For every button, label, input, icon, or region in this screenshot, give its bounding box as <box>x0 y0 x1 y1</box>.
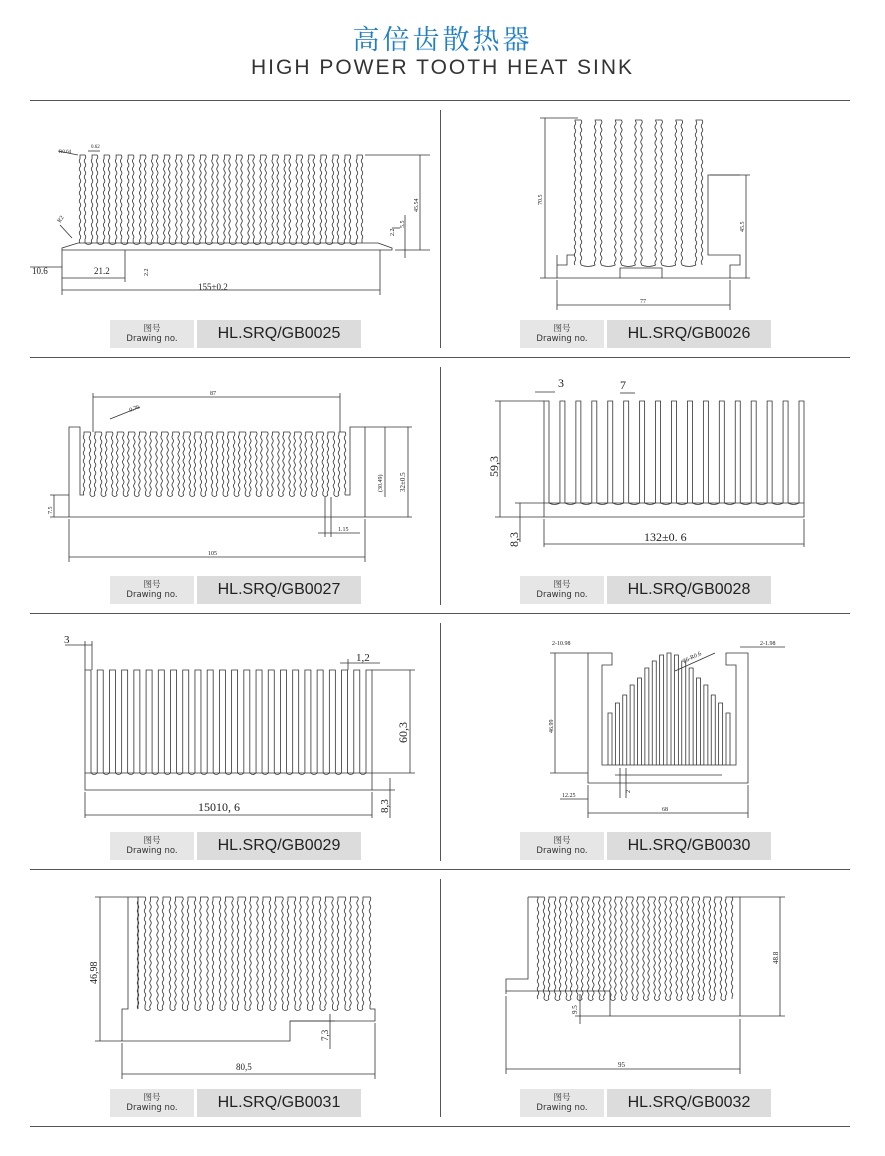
fin <box>219 670 225 773</box>
drawing-number-label <box>110 576 361 604</box>
fin-root <box>699 999 704 1001</box>
heatsink-drawing <box>440 357 885 613</box>
fin <box>152 155 159 243</box>
fin <box>574 120 582 265</box>
drawing-gb0030 <box>440 613 885 869</box>
fin <box>316 432 324 495</box>
drawing-number-label <box>110 832 361 860</box>
drawing-code: HL.SRQ/GB0029 <box>197 832 361 860</box>
fin <box>305 432 313 495</box>
fin-root <box>642 265 656 267</box>
dim-label: 70.5 <box>538 194 544 205</box>
fin <box>687 401 692 503</box>
fin-root <box>682 265 696 267</box>
fin-root <box>179 495 184 497</box>
fin <box>262 897 271 1009</box>
fin <box>280 670 286 773</box>
fin <box>560 401 565 503</box>
drawing-gb0032 <box>440 869 885 1126</box>
fin <box>559 897 567 999</box>
fin <box>122 670 128 773</box>
fin-root <box>278 495 283 497</box>
fin <box>300 897 309 1009</box>
fin <box>630 685 634 765</box>
fin <box>689 668 693 765</box>
fin-root <box>588 999 593 1001</box>
fin-root <box>320 1009 326 1011</box>
dim-label: 105 <box>208 551 217 557</box>
fin <box>260 155 267 243</box>
fin <box>703 897 711 999</box>
fin <box>195 670 201 773</box>
fin-root <box>256 495 261 497</box>
drawing-code: HL.SRQ/GB0032 <box>607 1089 771 1117</box>
fin-root <box>345 1009 351 1011</box>
fin <box>284 155 291 243</box>
dim-label: 0.76 <box>128 404 141 414</box>
dim-label: 60,3 <box>396 722 410 743</box>
dim-label: 7,3 <box>320 1029 330 1041</box>
drawing-number-label <box>110 320 361 348</box>
fin <box>308 155 315 243</box>
fin-root <box>168 495 173 497</box>
fin <box>162 897 171 1009</box>
fin <box>244 670 250 773</box>
dim-label: 7 <box>620 378 626 392</box>
fin <box>544 401 549 503</box>
fin <box>537 897 545 999</box>
fin <box>648 897 656 999</box>
fin <box>726 713 730 765</box>
fin <box>711 695 715 765</box>
dim-label: 1,2 <box>356 652 370 664</box>
fin <box>232 670 238 773</box>
fin <box>608 401 613 503</box>
fin <box>83 432 91 495</box>
fin-root <box>644 999 649 1001</box>
dim-label: 15010, 6 <box>198 800 240 814</box>
fin <box>109 670 115 773</box>
fin-root <box>157 495 162 497</box>
fin <box>312 897 321 1009</box>
page-subtitle: HIGH POWER TOOTH HEAT SINK <box>251 56 634 79</box>
fin-root <box>220 1009 226 1011</box>
fin <box>695 120 703 265</box>
fin <box>725 897 733 999</box>
fin <box>115 155 122 243</box>
fin <box>200 155 207 243</box>
fin <box>139 432 147 495</box>
fin-root <box>301 495 306 497</box>
fin <box>97 670 103 773</box>
fin <box>183 432 191 495</box>
drawing-code: HL.SRQ/GB0026 <box>607 320 771 348</box>
fin <box>205 432 213 495</box>
heatsink-drawing <box>440 0 885 357</box>
fin-root <box>334 495 339 497</box>
fin <box>146 670 152 773</box>
fin <box>225 897 234 1009</box>
fin <box>615 703 619 765</box>
drawing-number-label <box>520 1089 771 1117</box>
dim-label: 12.25 <box>562 793 576 799</box>
fin-root <box>308 1009 314 1011</box>
heatsink-drawing <box>0 869 440 1126</box>
fin-root <box>655 999 660 1001</box>
fin <box>670 897 678 999</box>
fin <box>581 897 589 999</box>
fin <box>207 670 213 773</box>
dim-label: 9.5 <box>571 1005 579 1014</box>
fin-root <box>208 1009 214 1011</box>
fin <box>134 670 140 773</box>
fin <box>128 432 136 495</box>
fin <box>236 155 243 243</box>
fin <box>227 432 235 495</box>
drawing-code: HL.SRQ/GB0030 <box>607 832 771 860</box>
fin <box>637 897 645 999</box>
dim-label: 45.5 <box>740 221 746 232</box>
fin <box>161 432 169 495</box>
drawing-gb0027 <box>0 357 440 613</box>
dim-label: 26-R0.6 <box>682 651 703 665</box>
fin-root <box>170 1009 176 1011</box>
fin <box>176 155 183 243</box>
fin <box>615 120 623 265</box>
fin <box>238 432 246 495</box>
fin <box>615 897 623 999</box>
fin <box>735 401 740 503</box>
fin-root <box>190 495 195 497</box>
fin <box>594 120 602 265</box>
fin <box>344 155 351 243</box>
fin <box>85 670 91 773</box>
fin <box>635 120 643 265</box>
fin <box>275 897 284 1009</box>
dim-label: 1.15 <box>338 527 349 533</box>
drawing-number-label <box>520 576 771 604</box>
fin <box>94 432 102 495</box>
fin <box>342 670 348 773</box>
dim-label: 45.54 <box>414 198 420 212</box>
fin <box>576 401 581 503</box>
drawing-no-caption: 图号 Drawing no. <box>110 1089 194 1117</box>
fin-root <box>358 1009 364 1011</box>
fin <box>656 401 661 503</box>
fin <box>626 897 634 999</box>
fin <box>79 155 86 243</box>
dim-label: 0.62 <box>91 145 100 150</box>
drawing-number-label <box>110 1089 361 1117</box>
fin <box>624 401 629 503</box>
dim-label: 155±0.2 <box>198 282 228 292</box>
dim-label: 7.5 <box>48 506 54 514</box>
fin <box>366 670 372 773</box>
fin-root <box>101 495 106 497</box>
dim-label: R0.64 <box>59 150 72 155</box>
fin <box>283 432 291 495</box>
dim-label: 48.8 <box>772 951 780 964</box>
fin <box>250 432 258 495</box>
fin <box>293 670 299 773</box>
fin <box>645 668 649 765</box>
fin <box>714 897 722 999</box>
drawing-gb0029 <box>0 613 440 869</box>
fin <box>139 155 146 243</box>
fin <box>638 678 642 765</box>
fin <box>216 432 224 495</box>
dim-label: 8,3 <box>379 799 391 813</box>
fin-root <box>183 1009 189 1011</box>
fin <box>224 155 231 243</box>
fin <box>91 155 98 243</box>
fin <box>150 897 159 1009</box>
dim-label: 77 <box>640 299 646 305</box>
dim-label: 2-10.98 <box>552 641 571 647</box>
heatsink-drawing <box>440 613 885 869</box>
fin-root <box>610 999 615 1001</box>
fin <box>171 670 177 773</box>
fin <box>337 897 346 1009</box>
fin-root <box>333 1009 339 1011</box>
fin <box>187 897 196 1009</box>
drawing-gb0028 <box>440 357 885 613</box>
drawing-code: HL.SRQ/GB0031 <box>197 1089 361 1117</box>
drawing-code: HL.SRQ/GB0027 <box>197 576 361 604</box>
fin <box>354 670 360 773</box>
fin-root <box>134 495 139 497</box>
fin <box>137 897 146 1009</box>
fin <box>272 155 279 243</box>
dim-label: 95 <box>618 1061 625 1069</box>
fin <box>329 670 335 773</box>
fin-root <box>158 1009 164 1011</box>
fin <box>767 401 772 503</box>
dim-label: R2 <box>56 214 66 225</box>
fin <box>681 897 689 999</box>
fin <box>675 120 683 265</box>
fin <box>655 120 663 265</box>
fin <box>362 897 371 1009</box>
fin <box>212 897 221 1009</box>
fin-root <box>145 1009 151 1011</box>
fin <box>332 155 339 243</box>
fin-root <box>201 495 206 497</box>
fin <box>188 155 195 243</box>
fin-root <box>295 1009 301 1011</box>
fin-root <box>621 265 635 267</box>
fin <box>250 897 259 1009</box>
dim-label: 80,5 <box>236 1062 252 1072</box>
dim-label: 2 <box>626 790 632 793</box>
fin-root <box>145 495 150 497</box>
fin <box>608 713 612 765</box>
fin-root <box>233 1009 239 1011</box>
fin <box>799 401 804 503</box>
fin <box>150 432 158 495</box>
dim-label: 8,3 <box>507 532 521 547</box>
fin <box>268 670 274 773</box>
drawing-no-caption: 图号 Drawing no. <box>110 576 194 604</box>
fin <box>212 155 219 243</box>
dim-label: 2.2 <box>390 228 396 236</box>
fin-root <box>621 999 626 1001</box>
dim-label: 3 <box>64 634 70 646</box>
fin <box>338 432 346 495</box>
fin-root <box>258 1009 264 1011</box>
fin <box>256 670 262 773</box>
dim-label: 59,3 <box>487 456 501 477</box>
fin <box>783 401 788 503</box>
fin <box>682 661 686 765</box>
fin-root <box>195 1009 201 1011</box>
drawing-no-caption: 图号 Drawing no. <box>520 1089 604 1117</box>
fin <box>320 155 327 243</box>
fin-root <box>267 495 272 497</box>
fin <box>175 897 184 1009</box>
fin <box>674 655 678 765</box>
fin <box>272 432 280 495</box>
drawing-code: HL.SRQ/GB0028 <box>607 576 771 604</box>
fin <box>327 432 335 495</box>
dim-label: 132±0. 6 <box>644 530 687 544</box>
fin <box>548 897 556 999</box>
fin <box>305 670 311 773</box>
drawing-number-label <box>520 320 771 348</box>
fin <box>697 678 701 765</box>
drawing-number-label <box>520 832 771 860</box>
fin <box>105 432 113 495</box>
fin <box>719 401 724 503</box>
fin-root <box>312 495 317 497</box>
fin-root <box>290 495 295 497</box>
dim-label: (30.49) <box>378 474 384 492</box>
fin-root <box>212 495 217 497</box>
fin-root <box>662 265 676 267</box>
fin <box>667 653 671 765</box>
fin <box>592 401 597 503</box>
dim-label: 32±0.5 <box>399 472 407 492</box>
fin <box>660 655 664 765</box>
fin <box>659 897 667 999</box>
fin <box>593 897 601 999</box>
fin-root <box>234 495 239 497</box>
fin <box>751 401 756 503</box>
dim-label: 10.6 <box>32 266 48 276</box>
dim-label: 5.5 <box>400 220 406 228</box>
fin-root <box>581 265 595 267</box>
fin <box>703 401 708 503</box>
dim-label: 21.2 <box>94 266 110 276</box>
fin-root <box>601 265 615 267</box>
drawing-gb0026 <box>440 0 885 357</box>
fin-root <box>555 999 560 1001</box>
fin <box>570 897 578 999</box>
fin <box>103 155 110 243</box>
drawing-gb0025 <box>0 0 440 357</box>
fin <box>127 155 134 243</box>
dim-label: 68 <box>662 807 668 813</box>
fin <box>117 432 125 495</box>
fin-root <box>688 999 693 1001</box>
fin <box>317 670 323 773</box>
fin <box>294 432 302 495</box>
fin <box>287 897 296 1009</box>
fin <box>164 155 171 243</box>
fin <box>172 432 180 495</box>
fin <box>604 897 612 999</box>
fin-root <box>632 999 637 1001</box>
fin <box>350 897 359 1009</box>
fin-root <box>283 1009 289 1011</box>
dim-label: 3 <box>558 376 564 390</box>
fin <box>248 155 255 243</box>
drawing-gb0031 <box>0 869 440 1126</box>
dim-label: 46.99 <box>549 719 555 733</box>
fin-root <box>112 495 117 497</box>
divider <box>30 1126 850 1127</box>
heatsink-drawing <box>0 613 440 869</box>
fin <box>200 897 209 1009</box>
heatsink-drawing <box>440 869 885 1126</box>
heatsink-drawing <box>0 0 440 357</box>
fin-root <box>270 1009 276 1011</box>
fin <box>194 432 202 495</box>
fin-root <box>90 495 95 497</box>
drawing-no-caption: 图号 Drawing no. <box>110 320 194 348</box>
fin <box>652 661 656 765</box>
dim-label: 2.2 <box>144 268 150 276</box>
fin-root <box>566 999 571 1001</box>
fin <box>704 685 708 765</box>
drawing-no-caption: 图号 Drawing no. <box>520 832 604 860</box>
drawing-no-caption: 图号 Drawing no. <box>520 320 604 348</box>
fin-root <box>599 999 604 1001</box>
drawing-code: HL.SRQ/GB0025 <box>197 320 361 348</box>
fin-root <box>123 495 128 497</box>
fin <box>719 703 723 765</box>
fin <box>296 155 303 243</box>
fin-root <box>223 495 228 497</box>
fin-root <box>666 999 671 1001</box>
fin-root <box>710 999 715 1001</box>
fin <box>261 432 269 495</box>
fin-root <box>677 999 682 1001</box>
dim-label: 2-1.98 <box>760 641 776 647</box>
fin <box>692 897 699 999</box>
heatsink-drawing <box>0 357 440 613</box>
drawing-no-caption: 图号 Drawing no. <box>520 576 604 604</box>
fin-root <box>245 1009 251 1011</box>
fin <box>158 670 164 773</box>
fin <box>672 401 677 503</box>
fin-root <box>323 495 328 497</box>
fin-root <box>721 999 726 1001</box>
drawing-no-caption: 图号 Drawing no. <box>110 832 194 860</box>
dim-label: 46,98 <box>89 961 100 984</box>
fin <box>325 897 334 1009</box>
fin <box>623 695 627 765</box>
fin <box>640 401 645 503</box>
fin-root <box>544 999 549 1001</box>
fin <box>237 897 246 1009</box>
page-title: 高倍齿散热器 <box>352 25 533 56</box>
fin <box>183 670 189 773</box>
dim-label: 87 <box>210 391 216 397</box>
fin-root <box>245 495 250 497</box>
fin <box>356 155 363 243</box>
